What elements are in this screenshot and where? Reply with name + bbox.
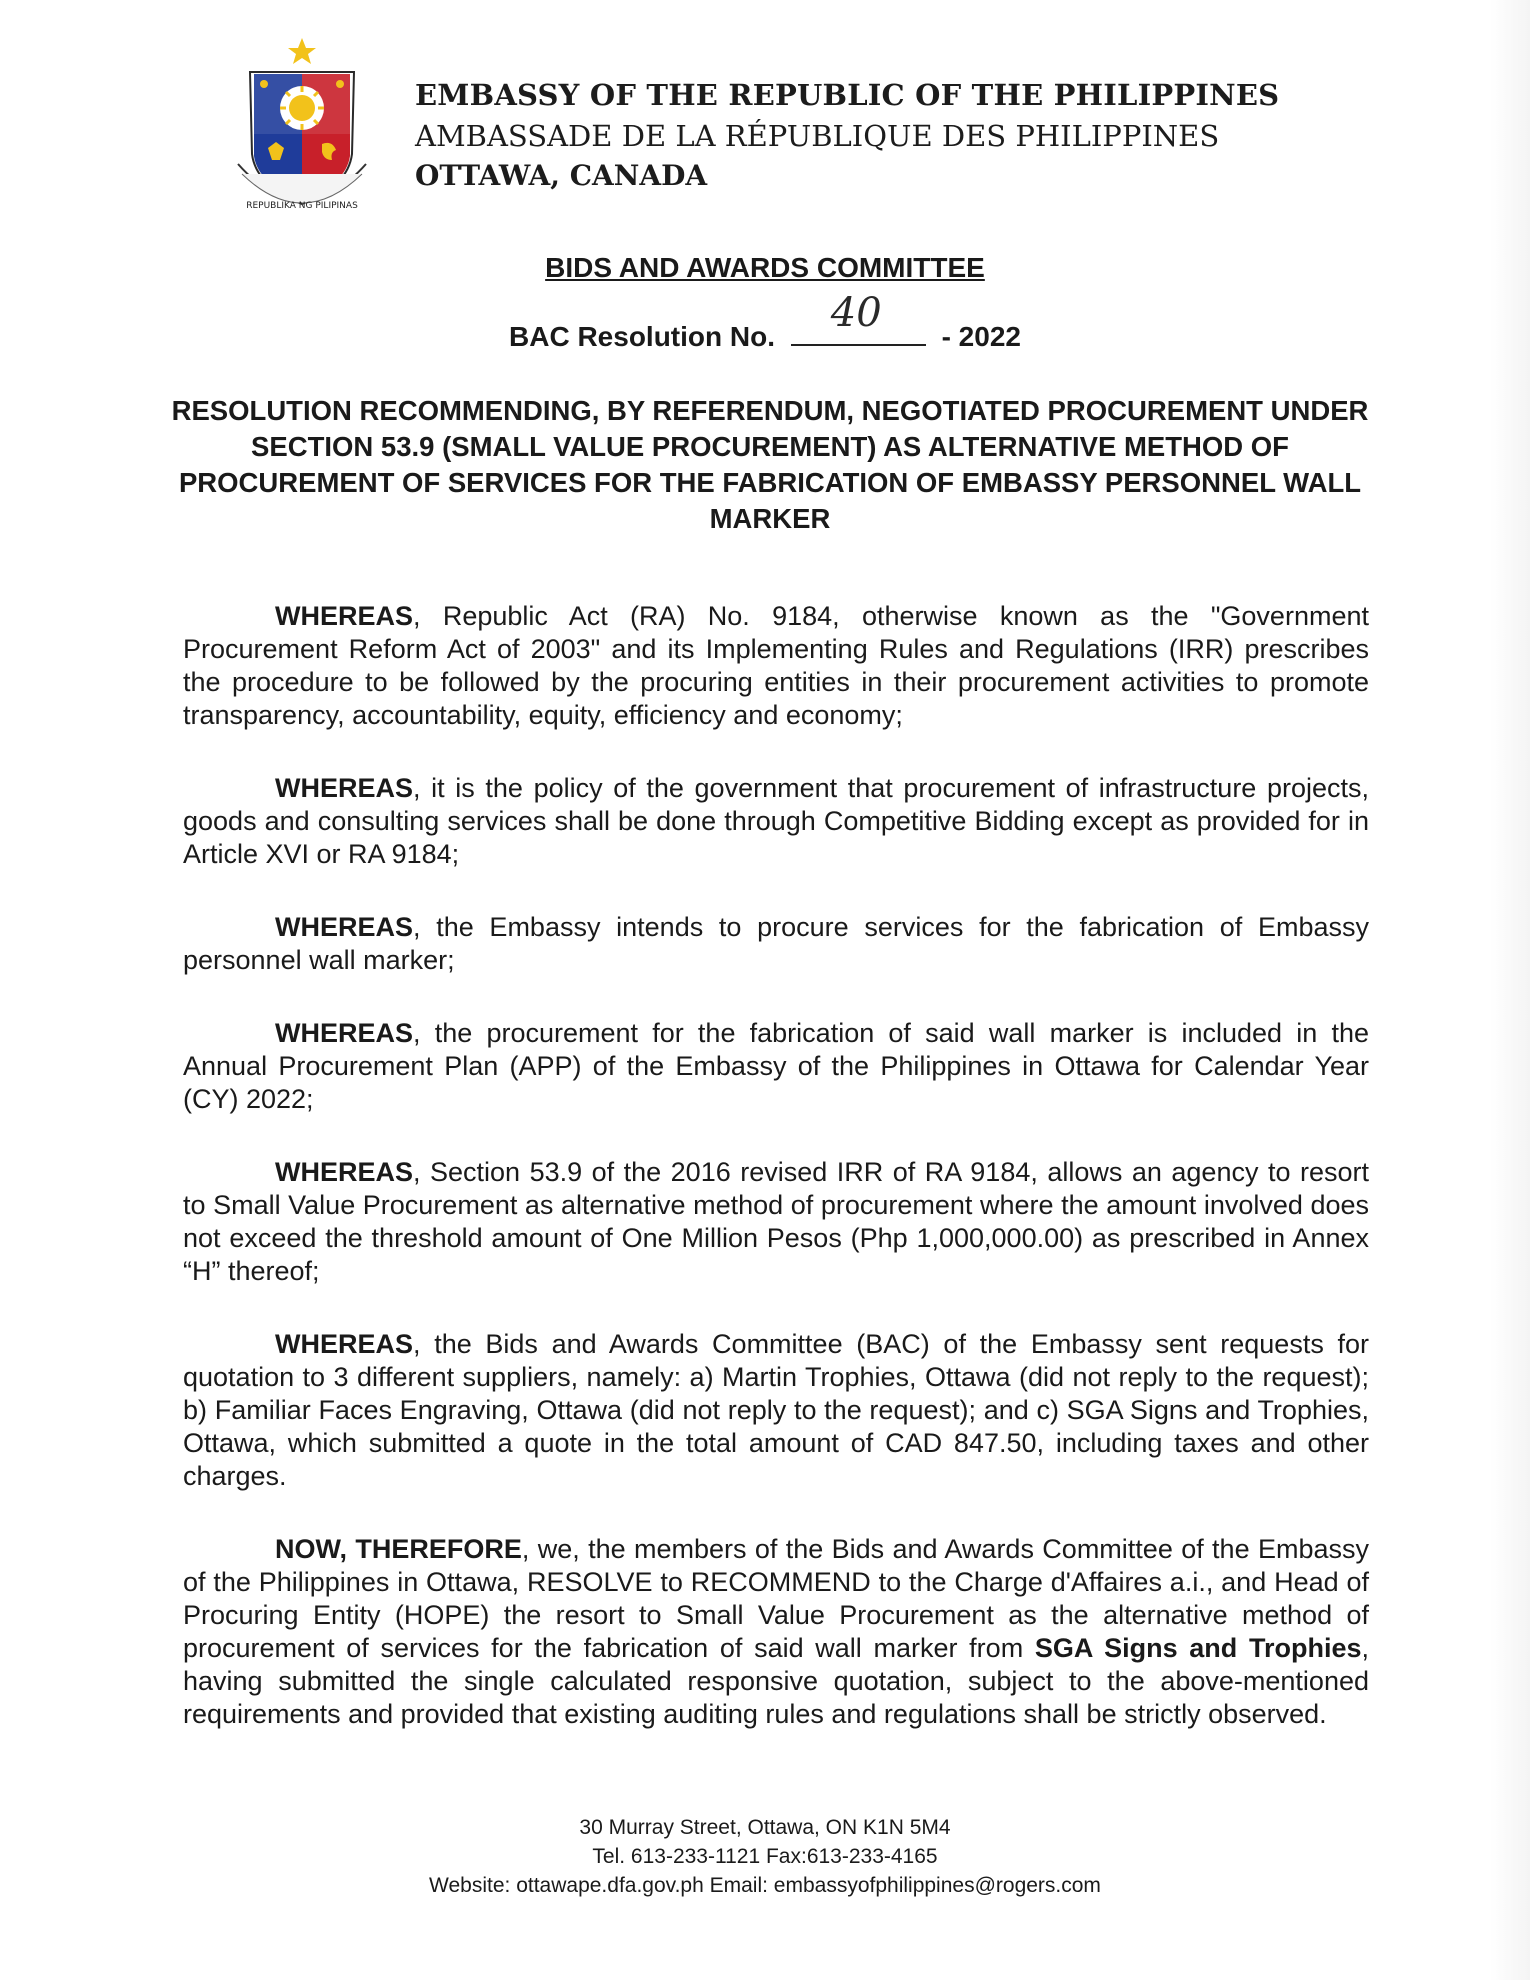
whereas-paragraph: WHEREAS, Republic Act (RA) No. 9184, otherwise known as the "Government Procurement Reform Act of 2003" and its Implementing Rules and Regulations (IRR) prescribes the procedure to be followed by the procuring entities in their procurement activities to promote transparency, accountability, equity, efficiency and economy; (183, 601, 1369, 730)
footer-contact (0, 1813, 1530, 1900)
resolution-year: - 2022 (941, 321, 1021, 352)
footer-web-email: Website: ottawape.dfa.gov.ph Email: embassyofphilippines@rogers.com (429, 1874, 1101, 1897)
resolution-number-line (0, 290, 1530, 353)
supplier-name: SGA Signs and Trophies (1034, 1633, 1362, 1663)
scan-shadow-edge (1490, 0, 1530, 1980)
whereas-paragraph: WHEREAS, the Embassy intends to procure services for the fabrication of Embassy personnel wall marker; (183, 912, 1369, 975)
svg-text:REPUBLIKA NG PILIPINAS: REPUBLIKA NG PILIPINAS (246, 201, 358, 211)
philippine-seal-logo (228, 36, 376, 224)
letterhead-french: AMBASSADE DE LA RÉPUBLIQUE DES PHILIPPINES (415, 119, 1220, 153)
letterhead (415, 74, 1279, 196)
whereas-paragraph: WHEREAS, the Bids and Awards Committee (BAC) of the Embassy sent requests for quotation to 3 different suppliers, namely: a) Martin Trophies, Ottawa (did not reply to the request); b) Familiar Faces Engraving, Ottawa (did not reply to the request); and c) SGA Signs and Trophies, Ottawa, which submitted a quote in the total amount of CAD 847.50, including taxes and other charges. (183, 1329, 1369, 1491)
resolution-body (183, 600, 1369, 1771)
resolution-title: RESOLUTION RECOMMENDING, BY REFERENDUM, NEGOTIATED PROCUREMENT UNDER SECTION 53.9 (SMALL VALUE PROCUREMENT) AS ALTERNATIVE METHOD OF PROCUREMENT OF SERVICES FOR THE FABRICATION OF EMBASSY PERSONNEL WALL MARKER (171, 395, 1369, 534)
letterhead-english: EMBASSY OF THE REPUBLIC OF THE PHILIPPINES (415, 78, 1280, 112)
handwritten-number: 40 (830, 290, 882, 336)
resolution-prefix: BAC Resolution No. (509, 321, 776, 352)
whereas-paragraph: WHEREAS, the procurement for the fabrication of said wall marker is included in the Annual Procurement Plan (APP) of the Embassy of the Philippines in Ottawa for Calendar Year (CY) 2022; (183, 1018, 1369, 1114)
whereas-paragraph: WHEREAS, it is the policy of the government that procurement of infrastructure projects, goods and consulting services shall be done through Competitive Bidding except as provided for in Article XVI or RA 9184; (183, 773, 1369, 869)
whereas-paragraph: WHEREAS, Section 53.9 of the 2016 revised IRR of RA 9184, allows an agency to resort to Small Value Procurement as alternative method of procurement where the amount involved does not exceed the threshold amount of One Million Pesos (Php 1,000,000.00) as prescribed in Annex “H” thereof; (183, 1157, 1369, 1286)
footer-address: 30 Murray Street, Ottawa, ON K1N 5M4 (579, 1816, 951, 1839)
committee-heading: BIDS AND AWARDS COMMITTEE (545, 252, 985, 283)
footer-phone: Tel. 613-233-1121 Fax:613-233-4165 (592, 1845, 938, 1868)
letterhead-city: OTTAWA, CANADA (415, 159, 708, 192)
resolve-paragraph: NOW, THEREFORE, we, the members of the Bids and Awards Committee of the Embassy of the Philippines in Ottawa, RESOLVE to RECOMMEND to the Charge d'Affaires a.i., and Head of Procuring Entity (HOPE) the resort to Small Value Procurement as the alternative method of procurement of services for the fabrication of said wall marker from SGA Signs and Trophies, having submitted the single calculated responsive quotation, subject to the above-mentioned requirements and provided that existing auditing rules and regulations shall be strictly observed. (183, 1534, 1369, 1729)
resolution-number-blank (791, 290, 926, 346)
